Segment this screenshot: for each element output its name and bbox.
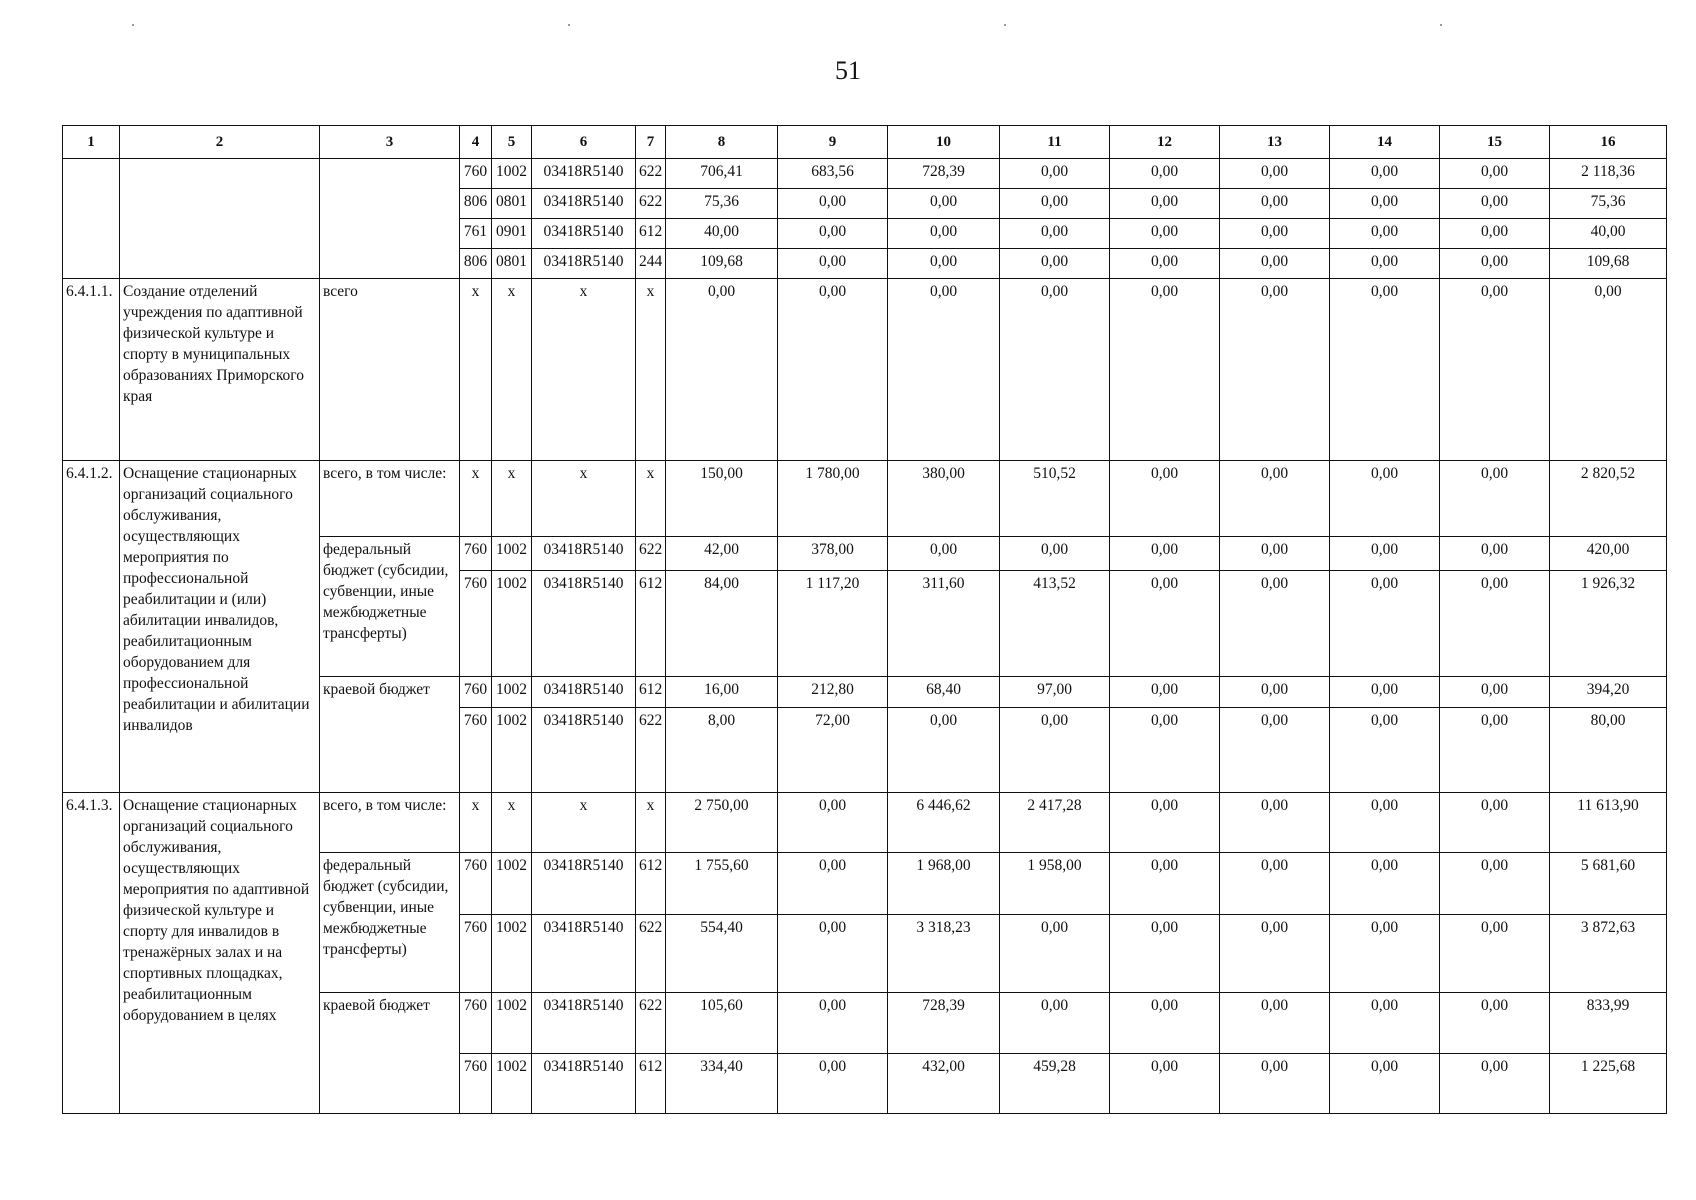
value-cell: 72,00 — [778, 708, 888, 793]
value-cell: 0,00 — [1110, 793, 1220, 853]
code-cell: x — [532, 793, 636, 853]
value-cell: 420,00 — [1550, 537, 1667, 571]
value-cell: 510,52 — [1000, 461, 1110, 537]
code-cell: 760 — [460, 537, 492, 571]
value-cell: 0,00 — [1330, 219, 1440, 249]
value-cell: 0,00 — [1220, 993, 1330, 1054]
value-cell: 75,36 — [666, 189, 778, 219]
value-cell: 0,00 — [1220, 793, 1330, 853]
header-row — [63, 126, 1667, 159]
value-cell: 42,00 — [666, 537, 778, 571]
value-cell: 0,00 — [1220, 853, 1330, 915]
value-cell: 0,00 — [1110, 249, 1220, 279]
value-cell: 6 446,62 — [888, 793, 1000, 853]
header-cell: 6 — [532, 126, 636, 159]
code-cell: x — [532, 461, 636, 537]
code-cell: 612 — [636, 571, 666, 677]
code-cell: x — [460, 793, 492, 853]
code-cell: 03418R5140 — [532, 249, 636, 279]
code-cell: x — [636, 793, 666, 853]
value-cell: 0,00 — [1440, 677, 1550, 708]
code-cell: 0801 — [492, 249, 532, 279]
value-cell: 109,68 — [1550, 249, 1667, 279]
value-cell: 0,00 — [1220, 219, 1330, 249]
scan-speck — [132, 24, 134, 26]
code-cell: 03418R5140 — [532, 993, 636, 1054]
code-cell: 760 — [460, 993, 492, 1054]
value-cell: 0,00 — [778, 993, 888, 1054]
value-cell: 413,52 — [1000, 571, 1110, 677]
code-cell: 1002 — [492, 1054, 532, 1114]
header-cell: 1 — [63, 126, 120, 159]
value-cell: 0,00 — [1220, 915, 1330, 993]
code-cell: 03418R5140 — [532, 159, 636, 189]
value-cell: 0,00 — [778, 189, 888, 219]
value-cell: 0,00 — [1110, 1054, 1220, 1114]
item-name-cell: Оснащение стационарных организаций социального обслуживания, осуществляющих мероприятия по профессиональной реабилитации и (или) абилитации инвалидов, реабилитационным оборудованием для профессиональной реабилитации и абилитации инвалидов — [120, 461, 320, 793]
value-cell: 0,00 — [1110, 279, 1220, 461]
code-cell: 0801 — [492, 189, 532, 219]
value-cell: 2 750,00 — [666, 793, 778, 853]
item-name-cell: Создание отделений учреждения по адаптивной физической культуре и спорту в муниципальных образованиях Приморского края — [120, 279, 320, 461]
value-cell: 40,00 — [666, 219, 778, 249]
budget-table — [62, 125, 1667, 1114]
code-cell: 1002 — [492, 708, 532, 793]
code-cell: 612 — [636, 853, 666, 915]
value-cell: 334,40 — [666, 1054, 778, 1114]
value-cell: 0,00 — [1000, 189, 1110, 219]
value-cell: 0,00 — [1000, 993, 1110, 1054]
code-cell: 03418R5140 — [532, 537, 636, 571]
value-cell: 0,00 — [1220, 461, 1330, 537]
funding-source-cell: федеральный бюджет (субсидии, субвенции, иные межбюджетные трансферты) — [320, 537, 460, 677]
value-cell: 0,00 — [778, 219, 888, 249]
table-row — [63, 461, 1667, 537]
value-cell: 0,00 — [778, 249, 888, 279]
funding-source-cell: краевой бюджет — [320, 993, 460, 1114]
code-cell: x — [492, 279, 532, 461]
value-cell: 97,00 — [1000, 677, 1110, 708]
value-cell: 0,00 — [1440, 915, 1550, 993]
code-cell: x — [636, 279, 666, 461]
header-cell: 2 — [120, 126, 320, 159]
value-cell: 554,40 — [666, 915, 778, 993]
value-cell: 80,00 — [1550, 708, 1667, 793]
value-cell: 0,00 — [1110, 853, 1220, 915]
value-cell: 3 318,23 — [888, 915, 1000, 993]
value-cell: 11 613,90 — [1550, 793, 1667, 853]
code-cell: 03418R5140 — [532, 571, 636, 677]
value-cell: 0,00 — [1000, 279, 1110, 461]
code-cell: 612 — [636, 677, 666, 708]
value-cell: 0,00 — [1220, 249, 1330, 279]
value-cell: 0,00 — [1110, 537, 1220, 571]
value-cell: 0,00 — [1000, 249, 1110, 279]
value-cell: 0,00 — [1440, 461, 1550, 537]
code-cell: 760 — [460, 677, 492, 708]
code-cell: 03418R5140 — [532, 1054, 636, 1114]
code-cell: x — [492, 461, 532, 537]
item-number-cell: 6.4.1.3. — [63, 793, 120, 1114]
value-cell: 0,00 — [1220, 279, 1330, 461]
value-cell: 8,00 — [666, 708, 778, 793]
value-cell: 728,39 — [888, 159, 1000, 189]
code-cell: 244 — [636, 249, 666, 279]
value-cell: 75,36 — [1550, 189, 1667, 219]
value-cell: 0,00 — [1110, 571, 1220, 677]
value-cell: 0,00 — [1220, 537, 1330, 571]
code-cell: 03418R5140 — [532, 915, 636, 993]
value-cell: 0,00 — [1000, 219, 1110, 249]
value-cell: 109,68 — [666, 249, 778, 279]
code-cell: 622 — [636, 537, 666, 571]
header-cell: 4 — [460, 126, 492, 159]
value-cell: 5 681,60 — [1550, 853, 1667, 915]
code-cell: 0901 — [492, 219, 532, 249]
value-cell: 2 118,36 — [1550, 159, 1667, 189]
value-cell: 0,00 — [778, 915, 888, 993]
value-cell: 0,00 — [1440, 279, 1550, 461]
header-cell: 11 — [1000, 126, 1110, 159]
funding-source-cell — [320, 159, 460, 279]
code-cell: 1002 — [492, 993, 532, 1054]
value-cell: 0,00 — [1330, 793, 1440, 853]
header-cell: 8 — [666, 126, 778, 159]
header-cell: 14 — [1330, 126, 1440, 159]
value-cell: 16,00 — [666, 677, 778, 708]
code-cell: 612 — [636, 1054, 666, 1114]
value-cell: 0,00 — [1220, 571, 1330, 677]
value-cell: 0,00 — [778, 279, 888, 461]
value-cell: 0,00 — [1330, 915, 1440, 993]
code-cell: 03418R5140 — [532, 853, 636, 915]
table-row — [63, 279, 1667, 461]
code-cell: 760 — [460, 571, 492, 677]
value-cell: 833,99 — [1550, 993, 1667, 1054]
item-number-cell: 6.4.1.1. — [63, 279, 120, 461]
value-cell: 0,00 — [1330, 159, 1440, 189]
value-cell: 0,00 — [1110, 915, 1220, 993]
header-cell: 10 — [888, 126, 1000, 159]
value-cell: 0,00 — [1000, 537, 1110, 571]
code-cell: 1002 — [492, 677, 532, 708]
value-cell: 2 820,52 — [1550, 461, 1667, 537]
code-cell: 806 — [460, 189, 492, 219]
value-cell: 728,39 — [888, 993, 1000, 1054]
value-cell: 0,00 — [1220, 189, 1330, 219]
funding-source-cell: федеральный бюджет (субсидии, субвенции, иные межбюджетные трансферты) — [320, 853, 460, 993]
code-cell: 760 — [460, 915, 492, 993]
page-number: 51 — [835, 56, 861, 85]
value-cell: 0,00 — [888, 189, 1000, 219]
header-cell: 16 — [1550, 126, 1667, 159]
value-cell: 0,00 — [778, 1054, 888, 1114]
code-cell: x — [532, 279, 636, 461]
value-cell: 0,00 — [1220, 708, 1330, 793]
value-cell: 459,28 — [1000, 1054, 1110, 1114]
value-cell: 0,00 — [1110, 708, 1220, 793]
value-cell: 0,00 — [778, 853, 888, 915]
value-cell: 1 755,60 — [666, 853, 778, 915]
code-cell: 622 — [636, 159, 666, 189]
code-cell: x — [636, 461, 666, 537]
item-name-cell — [120, 159, 320, 279]
code-cell: x — [460, 279, 492, 461]
code-cell: 760 — [460, 1054, 492, 1114]
code-cell: 622 — [636, 993, 666, 1054]
value-cell: 0,00 — [1330, 189, 1440, 219]
value-cell: 0,00 — [666, 279, 778, 461]
value-cell: 1 968,00 — [888, 853, 1000, 915]
value-cell: 378,00 — [778, 537, 888, 571]
funding-source-cell: краевой бюджет — [320, 677, 460, 793]
code-cell: x — [460, 461, 492, 537]
value-cell: 394,20 — [1550, 677, 1667, 708]
code-cell: 622 — [636, 915, 666, 993]
funding-source-cell: всего, в том числе: — [320, 793, 460, 853]
value-cell: 0,00 — [1330, 461, 1440, 537]
code-cell: 03418R5140 — [532, 708, 636, 793]
code-cell: 1002 — [492, 915, 532, 993]
value-cell: 0,00 — [888, 537, 1000, 571]
item-number-cell: 6.4.1.2. — [63, 461, 120, 793]
funding-source-cell: всего — [320, 279, 460, 461]
value-cell: 0,00 — [1330, 677, 1440, 708]
header-cell: 12 — [1110, 126, 1220, 159]
value-cell: 0,00 — [1440, 708, 1550, 793]
value-cell: 0,00 — [1440, 249, 1550, 279]
header-cell: 15 — [1440, 126, 1550, 159]
value-cell: 0,00 — [778, 793, 888, 853]
value-cell: 0,00 — [1000, 159, 1110, 189]
header-cell: 13 — [1220, 126, 1330, 159]
header-cell: 9 — [778, 126, 888, 159]
value-cell: 0,00 — [1330, 249, 1440, 279]
value-cell: 706,41 — [666, 159, 778, 189]
value-cell: 0,00 — [1440, 793, 1550, 853]
code-cell: 1002 — [492, 159, 532, 189]
value-cell: 0,00 — [1330, 537, 1440, 571]
value-cell: 380,00 — [888, 461, 1000, 537]
value-cell: 0,00 — [1440, 189, 1550, 219]
value-cell: 40,00 — [1550, 219, 1667, 249]
value-cell: 0,00 — [1110, 677, 1220, 708]
code-cell: 760 — [460, 159, 492, 189]
code-cell: 1002 — [492, 571, 532, 677]
value-cell: 0,00 — [1110, 219, 1220, 249]
value-cell: 311,60 — [888, 571, 1000, 677]
code-cell: 806 — [460, 249, 492, 279]
value-cell: 0,00 — [1330, 571, 1440, 677]
header-cell: 3 — [320, 126, 460, 159]
value-cell: 0,00 — [1330, 993, 1440, 1054]
table-row — [63, 793, 1667, 853]
value-cell: 683,56 — [778, 159, 888, 189]
funding-source-cell: всего, в том числе: — [320, 461, 460, 537]
value-cell: 150,00 — [666, 461, 778, 537]
code-cell: 612 — [636, 219, 666, 249]
header-cell: 7 — [636, 126, 666, 159]
value-cell: 0,00 — [1440, 219, 1550, 249]
value-cell: 1 117,20 — [778, 571, 888, 677]
value-cell: 2 417,28 — [1000, 793, 1110, 853]
code-cell: 1002 — [492, 853, 532, 915]
code-cell: 622 — [636, 708, 666, 793]
value-cell: 0,00 — [1330, 853, 1440, 915]
scan-speck — [1440, 24, 1442, 26]
value-cell: 0,00 — [1550, 279, 1667, 461]
value-cell: 0,00 — [1440, 1054, 1550, 1114]
code-cell: 1002 — [492, 537, 532, 571]
value-cell: 0,00 — [1440, 993, 1550, 1054]
value-cell: 105,60 — [666, 993, 778, 1054]
code-cell: 622 — [636, 189, 666, 219]
value-cell: 212,80 — [778, 677, 888, 708]
value-cell: 0,00 — [1110, 159, 1220, 189]
item-number-cell — [63, 159, 120, 279]
value-cell: 0,00 — [1220, 677, 1330, 708]
code-cell: x — [492, 793, 532, 853]
value-cell: 1 780,00 — [778, 461, 888, 537]
value-cell: 0,00 — [1220, 159, 1330, 189]
code-cell: 760 — [460, 853, 492, 915]
scan-speck — [568, 24, 570, 26]
value-cell: 0,00 — [1440, 571, 1550, 677]
code-cell: 03418R5140 — [532, 189, 636, 219]
table-row — [63, 159, 1667, 189]
value-cell: 1 225,68 — [1550, 1054, 1667, 1114]
code-cell: 761 — [460, 219, 492, 249]
value-cell: 0,00 — [888, 219, 1000, 249]
value-cell: 0,00 — [1440, 853, 1550, 915]
value-cell: 0,00 — [888, 249, 1000, 279]
value-cell: 84,00 — [666, 571, 778, 677]
value-cell: 0,00 — [888, 279, 1000, 461]
value-cell: 68,40 — [888, 677, 1000, 708]
value-cell: 0,00 — [1000, 915, 1110, 993]
value-cell: 0,00 — [1330, 279, 1440, 461]
scan-speck — [1004, 24, 1006, 26]
value-cell: 0,00 — [1220, 1054, 1330, 1114]
value-cell: 0,00 — [1330, 1054, 1440, 1114]
value-cell: 0,00 — [1440, 159, 1550, 189]
code-cell: 03418R5140 — [532, 219, 636, 249]
item-name-cell: Оснащение стационарных организаций социального обслуживания, осуществляющих мероприятия по адаптивной физической культуре и спорту для инвалидов в тренажёрных залах и на спортивных площадках, реабилитационным оборудованием в целях — [120, 793, 320, 1114]
value-cell: 0,00 — [888, 708, 1000, 793]
value-cell: 0,00 — [1110, 189, 1220, 219]
header-cell: 5 — [492, 126, 532, 159]
value-cell: 1 958,00 — [1000, 853, 1110, 915]
value-cell: 3 872,63 — [1550, 915, 1667, 993]
value-cell: 432,00 — [888, 1054, 1000, 1114]
value-cell: 0,00 — [1000, 708, 1110, 793]
code-cell: 760 — [460, 708, 492, 793]
value-cell: 0,00 — [1440, 537, 1550, 571]
value-cell: 0,00 — [1110, 461, 1220, 537]
value-cell: 1 926,32 — [1550, 571, 1667, 677]
code-cell: 03418R5140 — [532, 677, 636, 708]
value-cell: 0,00 — [1110, 993, 1220, 1054]
value-cell: 0,00 — [1330, 708, 1440, 793]
